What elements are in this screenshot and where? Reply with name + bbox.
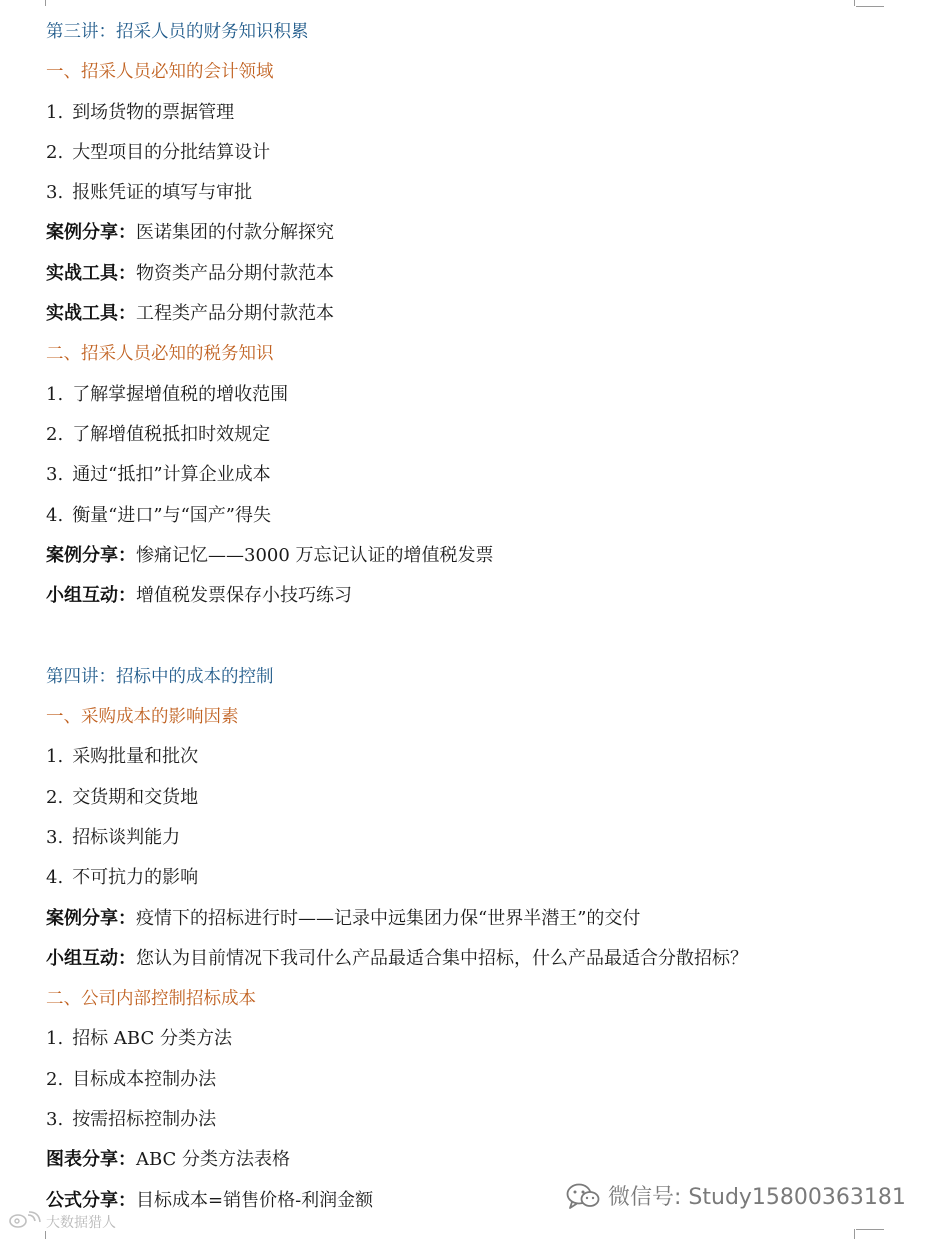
- list-item: [46, 1019, 906, 1059]
- lecture-3-section-1-heading: 一、招采人员必知的会计领域: [46, 62, 274, 83]
- list-item-number: 1.: [46, 383, 64, 405]
- corner-watermark: [8, 1211, 116, 1233]
- list-item: [46, 455, 906, 495]
- list-item-number: 3.: [46, 464, 64, 486]
- list-item-number: 2.: [46, 786, 64, 808]
- note-text: 惨痛记忆——3000 万忘记认证的增值税发票: [136, 544, 494, 566]
- list-item-text: 了解掌握增值税的增收范围: [72, 383, 289, 405]
- note-line: [46, 1140, 906, 1180]
- note-line: [46, 213, 906, 253]
- note-label: 实战工具：: [46, 262, 136, 284]
- lecture-4-section-1-heading: 一、采购成本的影响因素: [46, 707, 239, 728]
- note-text: 目标成本=销售价格-利润金额: [136, 1189, 374, 1211]
- list-item-text: 采购批量和批次: [72, 746, 199, 768]
- list-item-number: 3.: [46, 182, 64, 204]
- list-item-number: 2.: [46, 1068, 64, 1090]
- note-text: 疫情下的招标进行时——记录中远集团力保“世界半潜王”的交付: [136, 907, 641, 929]
- note-line: [46, 899, 906, 939]
- list-item-text: 招标 ABC 分类方法: [72, 1028, 232, 1050]
- list-item-number: 1.: [46, 1028, 64, 1050]
- lecture-3-section-2-heading: 二、招采人员必知的税务知识: [46, 344, 274, 365]
- crop-mark-top-right-v: [854, 0, 855, 6]
- note-label: 小组互动：: [46, 585, 136, 607]
- list-item-number: 2.: [46, 141, 64, 163]
- note-label: 案例分享：: [46, 222, 136, 244]
- list-item-number: 4.: [46, 504, 64, 526]
- list-item: [46, 93, 906, 133]
- list-item-text: 到场货物的票据管理: [72, 101, 235, 123]
- wechat-id-text: 微信号: Study15800363181: [608, 1185, 906, 1210]
- corner-watermark-text: 大数据猎人: [46, 1215, 116, 1231]
- note-line: [46, 294, 906, 334]
- list-item-text: 大型项目的分批结算设计: [72, 141, 271, 163]
- note-label: 实战工具：: [46, 303, 136, 325]
- crop-mark-top-right-h: [856, 6, 884, 7]
- list-item-text: 了解增值税抵扣时效规定: [72, 423, 271, 445]
- note-text: 增值税发票保存小技巧练习: [136, 585, 352, 607]
- list-item: [46, 375, 906, 415]
- list-item-number: 3.: [46, 826, 64, 848]
- list-item: [46, 133, 906, 173]
- weibo-icon: [8, 1211, 42, 1233]
- list-item-number: 3.: [46, 1109, 64, 1131]
- note-text: 您认为目前情况下我司什么产品最适合集中招标，什么产品最适合分散招标？: [136, 947, 748, 969]
- lecture-4-section-2-heading: 二、公司内部控制招标成本: [46, 989, 256, 1010]
- crop-mark-bottom-right-v: [854, 1229, 855, 1239]
- note-label: 公式分享：: [46, 1189, 136, 1211]
- list-item: [46, 778, 906, 818]
- note-text: ABC 分类方法表格: [136, 1149, 291, 1171]
- note-label: 图表分享：: [46, 1149, 136, 1171]
- crop-mark-top-left-v: [45, 0, 46, 6]
- note-line: [46, 576, 906, 616]
- list-item-number: 1.: [46, 101, 64, 123]
- wechat-icon: [566, 1182, 600, 1210]
- list-item: [46, 818, 906, 858]
- crop-mark-bottom-right-h: [856, 1229, 884, 1230]
- note-text: 医诺集团的付款分解探究: [136, 222, 334, 244]
- list-item-text: 交货期和交货地: [72, 786, 199, 808]
- document-page: [46, 12, 906, 1221]
- list-item: [46, 858, 906, 898]
- note-label: 案例分享：: [46, 907, 136, 929]
- list-item: [46, 173, 906, 213]
- list-item-text: 招标谈判能力: [72, 826, 181, 848]
- list-item: [46, 496, 906, 536]
- list-item-text: 目标成本控制办法: [72, 1068, 217, 1090]
- lecture-3-title: 第三讲：招采人员的财务知识积累: [46, 22, 309, 42]
- blank-line: [46, 616, 906, 656]
- note-label: 小组互动：: [46, 947, 136, 969]
- list-item: [46, 1060, 906, 1100]
- list-item: [46, 1100, 906, 1140]
- wechat-watermark: [566, 1180, 906, 1211]
- note-text: 物资类产品分期付款范本: [136, 262, 334, 284]
- list-item-text: 通过“抵扣”计算企业成本: [72, 464, 271, 486]
- list-item: [46, 415, 906, 455]
- note-label: 案例分享：: [46, 544, 136, 566]
- note-line: [46, 536, 906, 576]
- note-line: [46, 254, 906, 294]
- note-line: [46, 939, 906, 979]
- list-item-text: 按需招标控制办法: [72, 1109, 217, 1131]
- list-item-text: 报账凭证的填写与审批: [72, 182, 253, 204]
- list-item-number: 4.: [46, 867, 64, 889]
- list-item-number: 1.: [46, 746, 64, 768]
- lecture-4-title: 第四讲：招标中的成本的控制: [46, 666, 274, 687]
- list-item-text: 不可抗力的影响: [72, 867, 199, 889]
- list-item: [46, 737, 906, 777]
- note-text: 工程类产品分期付款范本: [136, 303, 334, 325]
- list-item-number: 2.: [46, 423, 64, 445]
- list-item-text: 衡量“进口”与“国产”得失: [72, 504, 271, 526]
